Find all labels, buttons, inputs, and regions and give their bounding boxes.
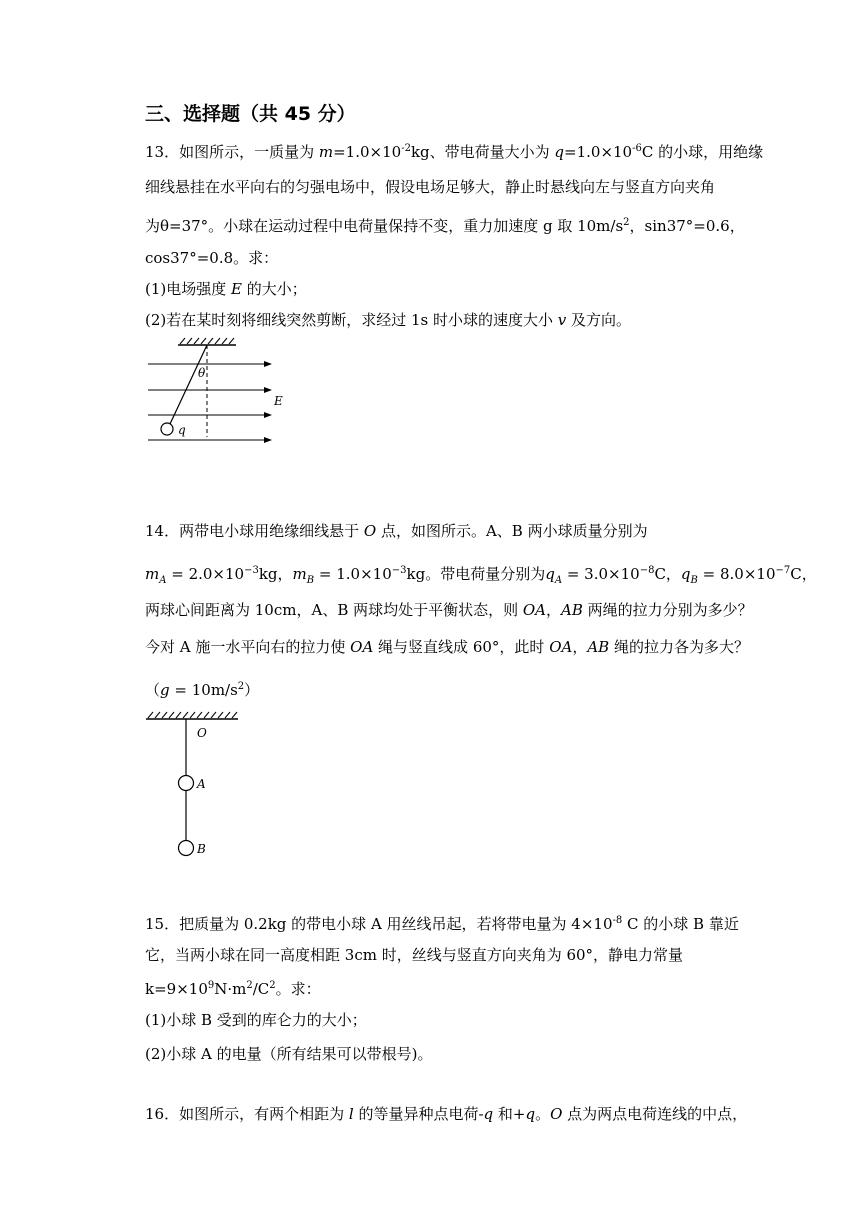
q14-line-1: 14．两带电小球用绝缘细线悬于 O 点，如图所示。A、B 两小球质量分别为 — [145, 522, 648, 540]
field-arrowheads — [264, 361, 272, 443]
q13-line-2: 细线悬挂在水平向右的匀强电场中，假设电场足够大，静止时悬线向左与竖直方向夹角 — [145, 178, 716, 196]
q13-sub-2: (2)若在某时刻将细线突然剪断，求经过 1s 时小球的速度大小 v 及方向。 — [145, 311, 632, 329]
q14-line-2: $m_A = 2.0\times 10^{-3}kg$，$m_B = 1.0\times 10^{-3}kg$。带电荷量分别为$q_A = 3.0\times 10^{-8}C$，$q_B = 8.0\times 10^{-7}C$， — [145, 565, 817, 586]
q15-line-3: $k=9\times 10^9N\cdot m^2/C^2$。求： — [145, 980, 321, 998]
q16-line-1: 16．如图所示，有两个相距为 l 的等量异种点电荷-q 和+q。O 点为两点电荷连线的中点， — [145, 1105, 748, 1123]
q14-figure — [140, 710, 250, 860]
thread-line — [170, 345, 207, 424]
q13-figure — [140, 335, 290, 450]
q13-sub-1: (1)电场强度 E 的大小； — [145, 280, 307, 298]
label-O: O — [197, 726, 207, 740]
q15-sub-1: (1)小球 B 受到的库仑力的大小； — [145, 1011, 367, 1029]
q13-line-1: 13．如图所示，一质量为 $m=1.0\times 10^{-2}kg$、带电荷量大小为 $q=1.0\times 10^{-6}C$ 的小球，用绝缘 — [145, 143, 764, 161]
q14-line-3: 两球心间距离为 10cm，A、B 两球均处于平衡状态，则 OA，AB 两绳的拉力分别为多少？ — [145, 601, 753, 619]
ball-B — [179, 841, 194, 856]
ball-A — [179, 776, 194, 791]
charged-ball — [161, 423, 173, 435]
ceiling-hatch — [180, 338, 234, 344]
field-label-E: E — [274, 394, 283, 408]
q14-gravity-note: $(g = 10m/s^2)$ — [145, 681, 260, 699]
section-title: 三、选择题（共 45 分） — [145, 103, 356, 125]
ceiling-hatch — [148, 712, 237, 718]
label-A: A — [197, 777, 206, 791]
label-B: B — [197, 842, 206, 856]
charge-label-q: q — [178, 423, 186, 437]
q13-line-4: cos37°=0.8。求： — [145, 249, 279, 267]
q13-line-3: 为θ=37°。小球在运动过程中电荷量保持不变，重力加速度 g 取 $10m/s^2$，sin37°=0.6， — [145, 217, 745, 235]
theta-label: θ — [198, 366, 206, 380]
q14-line-4: 今对 A 施一水平向右的拉力使 OA 绳与竖直线成 60°，此时 OA，AB 绳的拉力各为多大？ — [145, 638, 749, 656]
q15-sub-2: (2)小球 A 的电量（所有结果可以带根号)。 — [145, 1045, 433, 1063]
q15-line-1: 15．把质量为 0.2kg 的带电小球 A 用丝线吊起，若将带电量为 $4\times 10^{-8}$ C 的小球 B 靠近 — [145, 915, 739, 933]
q15-line-2: 它，当两小球在同一高度相距 3cm 时，丝线与竖直方向夹角为 60°，静电力常量 — [145, 946, 684, 964]
